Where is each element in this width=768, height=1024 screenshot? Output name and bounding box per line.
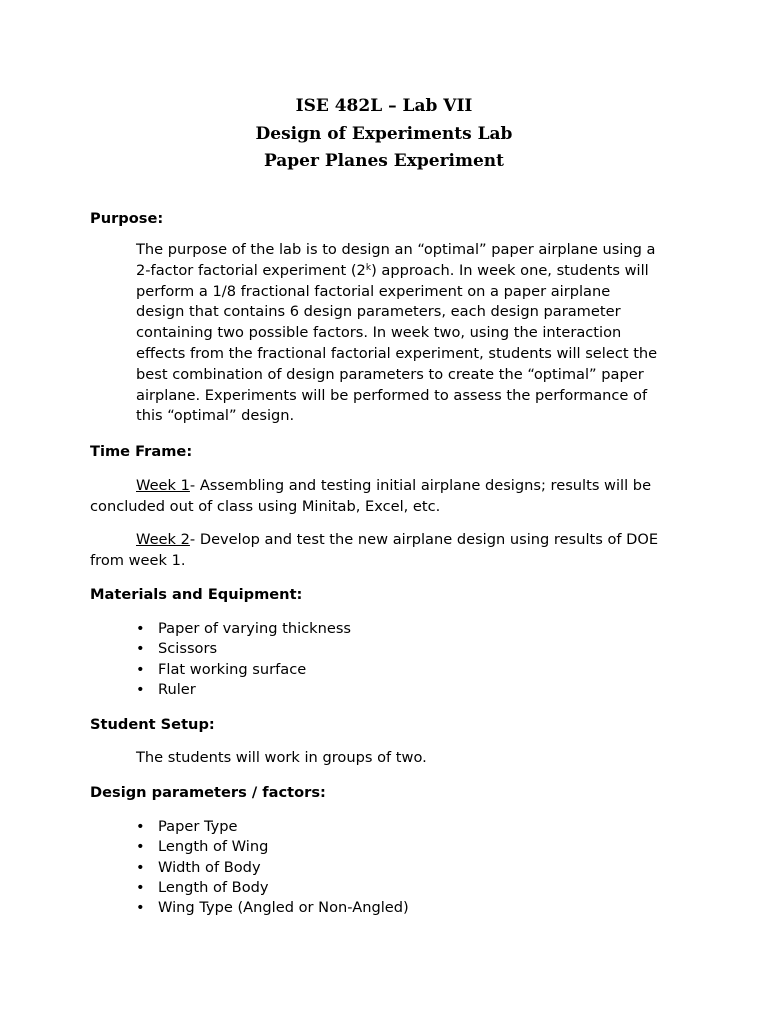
purpose-line: perform a 1/8 fractional factorial experiment on a paper airplane	[136, 282, 611, 300]
bullet-icon: •	[136, 620, 145, 637]
list-item: • Paper Type	[136, 817, 409, 837]
purpose-heading: Purpose:	[90, 210, 164, 227]
bullet-icon: •	[136, 838, 145, 856]
materials-heading: Materials and Equipment:	[90, 586, 303, 603]
bullet-icon: •	[136, 899, 145, 917]
purpose-line: design that contains 6 design parameters, each design parameter	[136, 303, 621, 321]
purpose-line: effects from the fractional factorial experiment, students will select the	[136, 344, 658, 362]
bullet-icon: •	[136, 660, 145, 678]
bullet-icon: •	[136, 818, 145, 835]
week2-label: Week 2	[136, 531, 190, 548]
title-course: ISE 482L – Lab VII	[295, 96, 473, 116]
document-title	[0, 93, 768, 176]
list-item: • Length of Wing	[136, 837, 409, 857]
purpose-line: this “optimal” design.	[136, 407, 295, 425]
bullet-icon: •	[136, 858, 145, 876]
materials-list	[136, 619, 351, 700]
title-experiment: Paper Planes Experiment	[263, 151, 505, 171]
time-frame-heading: Time Frame:	[90, 443, 193, 460]
week2-paragraph	[90, 530, 690, 572]
setup-heading: Student Setup:	[90, 716, 215, 733]
purpose-line: airplane. Experiments will be performed to assess the performance of	[136, 386, 648, 404]
purpose-line: The purpose of the lab is to design an “optimal” paper airplane using a	[136, 241, 656, 258]
list-item: • Flat working surface	[136, 660, 351, 680]
bullet-icon: •	[136, 680, 145, 698]
week1-paragraph	[90, 476, 680, 518]
list-item: • Length of Body	[136, 878, 409, 898]
list-item: • Paper of varying thickness	[136, 619, 351, 639]
list-item: • Wing Type (Angled or Non-Angled)	[136, 898, 409, 918]
week1-text: - Assembling and testing initial airplane designs; results will be concluded out of class using Minitab, Excel, etc.	[90, 477, 652, 515]
week1-label: Week 1	[136, 477, 190, 494]
purpose-line: best combination of design parameters to create the “optimal” paper	[136, 365, 644, 383]
week2-text: - Develop and test the new airplane design using results of DOE from week 1.	[90, 531, 659, 569]
bullet-icon: •	[136, 878, 145, 896]
design-params-heading: Design parameters / factors:	[90, 784, 326, 801]
setup-text: The students will work in groups of two.	[136, 749, 427, 766]
list-item: • Scissors	[136, 639, 351, 659]
design-params-list	[136, 817, 409, 918]
exponent-k: k	[365, 262, 372, 273]
purpose-paragraph	[136, 240, 681, 427]
list-item: • Ruler	[136, 680, 351, 700]
title-lab-name: Design of Experiments Lab	[255, 123, 513, 144]
purpose-line: containing two possible factors. In week two, using the interaction	[136, 324, 622, 342]
list-item: • Width of Body	[136, 858, 409, 878]
bullet-icon: •	[136, 640, 145, 658]
purpose-line: 2-factor factorial experiment (2$^k$) approach. In week one, students will	[136, 261, 649, 279]
